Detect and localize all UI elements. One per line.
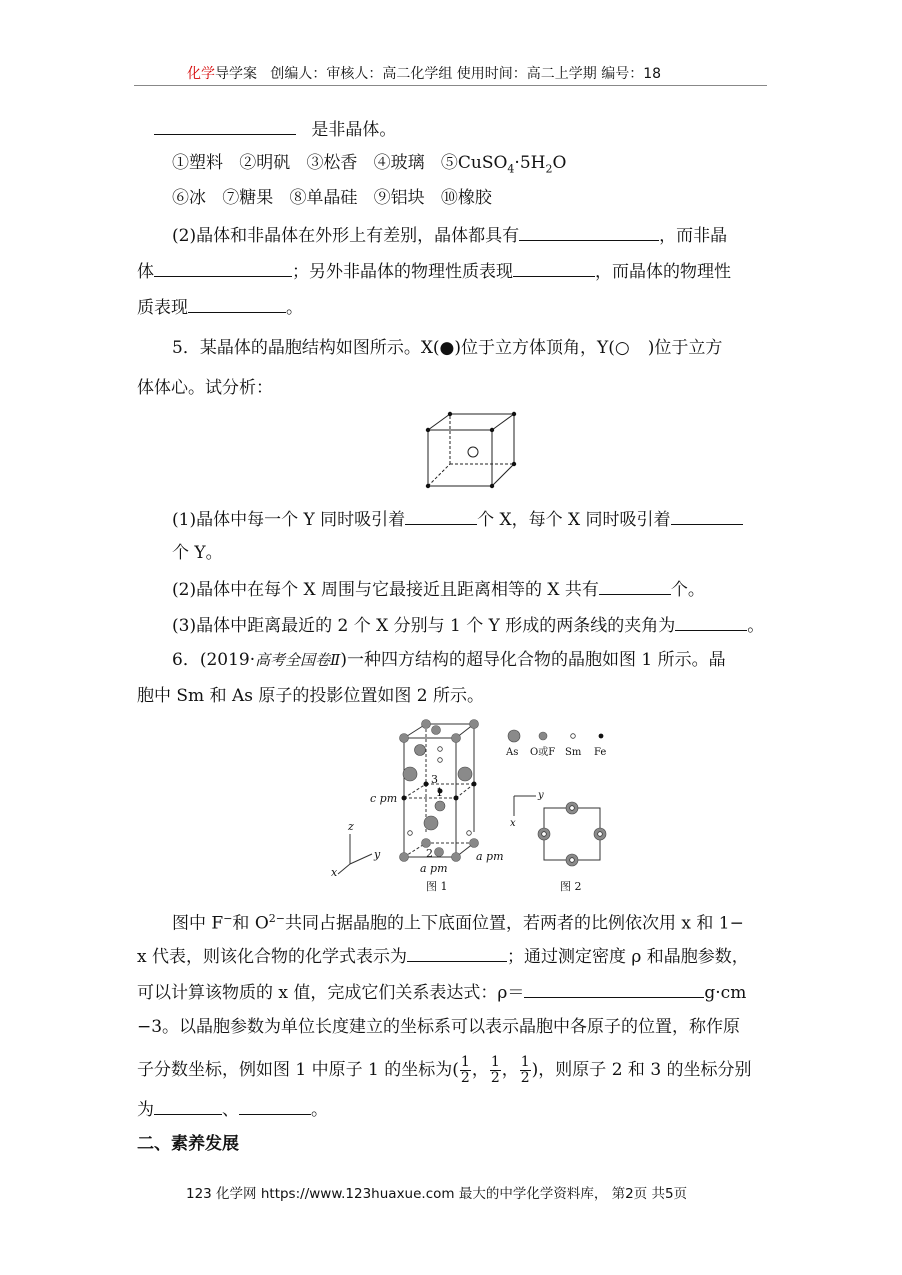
q6-p5: 子分数坐标，例如图 1 中原子 1 的坐标为( $\frac{1}{2}$ ， $\frac{1}{2}$ ， $\frac{1}{2}$ )，则原子 2 和 3 的坐标分别 (137, 1054, 752, 1086)
x-atom (426, 484, 430, 488)
answer-blank (524, 981, 704, 998)
a-label: a pm (420, 862, 448, 875)
answer-blank (188, 296, 286, 313)
fraction: $\frac{1}{2}$ (460, 1054, 470, 1086)
option: ⑥冰 (172, 188, 206, 208)
q5-s3: (3)晶体中距离最近的 2 个 X 分别与 1 个 Y 形成的两条线的夹角为 。 (172, 616, 765, 636)
answer-blank (671, 508, 743, 525)
section-heading: 二、素养发展 (137, 1134, 239, 1154)
answer-blank (513, 260, 595, 277)
q4-p2-line1: (2)晶体和非晶体在外形上有差别，晶体都具有 ，而非晶 (172, 226, 728, 246)
atom1-label: 1 (436, 786, 443, 799)
answer-blank (405, 508, 477, 525)
q4-options-row1 (172, 153, 566, 179)
q5-s1-line1: (1)晶体中每一个 Y 同时吸引着 个 X，每个 X 同时吸引着 (172, 508, 743, 530)
x-atom (512, 412, 516, 416)
fig2-x-label: x (510, 818, 516, 829)
x-atom (490, 428, 494, 432)
figure1-caption: 图 1 (426, 880, 448, 893)
figure2-caption: 图 2 (560, 880, 582, 893)
fig2-y-label: y (538, 790, 544, 801)
option-cuso4: $⑤CuSO_4\cdot 5H_2O$ (440, 153, 567, 176)
answer-blank (407, 945, 507, 962)
option: ⑦糖果 (222, 188, 274, 208)
answer-blank (675, 614, 747, 631)
q6-figure1 (328, 712, 508, 896)
q6-p1: 图中 F−和 $O^{2-}$共同占据晶胞的上下底面位置，若两者的比例依次用 x 和 1− (172, 912, 744, 934)
answer-blank (599, 578, 671, 595)
answer-blank (154, 260, 292, 277)
q6-p2: x 代表，则该化合物的化学式表示为 ；通过测定密度 ρ 和晶胞参数， (137, 947, 749, 967)
q5-s2: (2)晶体中在每个 X 周围与它最接近且距离相等的 X 共有 个。 (172, 580, 705, 600)
q4-line1 (154, 118, 396, 140)
option: ①塑料 (172, 153, 223, 173)
legend-sm: Sm (565, 747, 582, 758)
option: ②明矾 (239, 153, 291, 173)
x-atom (512, 462, 516, 466)
answer-blank (519, 224, 659, 241)
q4-line1-text: 是非晶体。 (311, 120, 397, 140)
a-label: a pm (476, 850, 504, 863)
q5-cube-figure (420, 408, 520, 492)
q5-intro-line1: 5．某晶体的晶胞结构如图所示。X(●)位于立方体顶角，Y(○ )位于立方 (172, 338, 723, 358)
header-brand-rest: 导学案 (215, 66, 257, 82)
header-info: 创编人：审核人：高二化学组 使用时间：高二上学期 编号：18 (270, 66, 662, 82)
legend-as: As (506, 747, 519, 758)
page-footer: 123 化学网 https://www.123huaxue.com 最大的中学化学资料库， 第2页 共5页 (186, 1186, 688, 1202)
header-brand-red: 化学 (187, 66, 215, 82)
y-axis-label: y (374, 848, 381, 861)
q5-s1-line2: 个 Y。 (172, 543, 223, 563)
q6-intro-line1: 6．(2019·高考全国卷Ⅱ)一种四方结构的超导化合物的晶胞如图 1 所示。晶 (172, 650, 726, 670)
fraction: $\frac{1}{2}$ (520, 1054, 530, 1086)
q4-options-row2 (172, 188, 492, 208)
c-label: c pm (370, 792, 398, 805)
option: ⑩橡胶 (440, 188, 492, 208)
x-atom (448, 412, 452, 416)
option: ⑨铝块 (373, 188, 425, 208)
page-header (187, 63, 661, 83)
q4-p2-line3: 质表现 。 (137, 298, 303, 318)
answer-blank (154, 1098, 222, 1115)
q5-intro-line2: 体体心。试分析： (137, 378, 273, 398)
legend-of: O或F (530, 747, 556, 758)
option: ④玻璃 (373, 153, 425, 173)
legend-fe: Fe (594, 747, 607, 758)
q4-p2-line2: 体 ；另外非晶体的物理性质表现 ，而晶体的物理性 (137, 262, 731, 282)
fraction: $\frac{1}{2}$ (490, 1054, 500, 1086)
answer-blank (239, 1098, 311, 1115)
q6-p4: −3。以晶胞参数为单位长度建立的坐标系可以表示晶胞中各原子的位置，称作原 (137, 1017, 741, 1037)
atom2-label: 2 (426, 847, 433, 860)
answer-blank (154, 118, 296, 135)
option: ⑧单晶硅 (289, 188, 358, 208)
q6-intro-line2: 胞中 Sm 和 As 原子的投影位置如图 2 所示。 (137, 686, 485, 706)
q6-p6: 为 、 。 (137, 1100, 328, 1120)
q6-figure2 (506, 786, 616, 896)
x-atom (490, 484, 494, 488)
q6-legend (500, 726, 620, 760)
z-axis-label: z (348, 820, 354, 833)
y-atom (468, 447, 478, 457)
option: ③松香 (306, 153, 358, 173)
atom3-label: 3 (431, 773, 438, 786)
q6-p3: 可以计算该物质的 x 值，完成它们关系表达式：ρ＝ g·cm (137, 983, 747, 1003)
x-atom (426, 428, 430, 432)
header-rule (134, 85, 767, 86)
x-axis-label: x (331, 866, 338, 879)
